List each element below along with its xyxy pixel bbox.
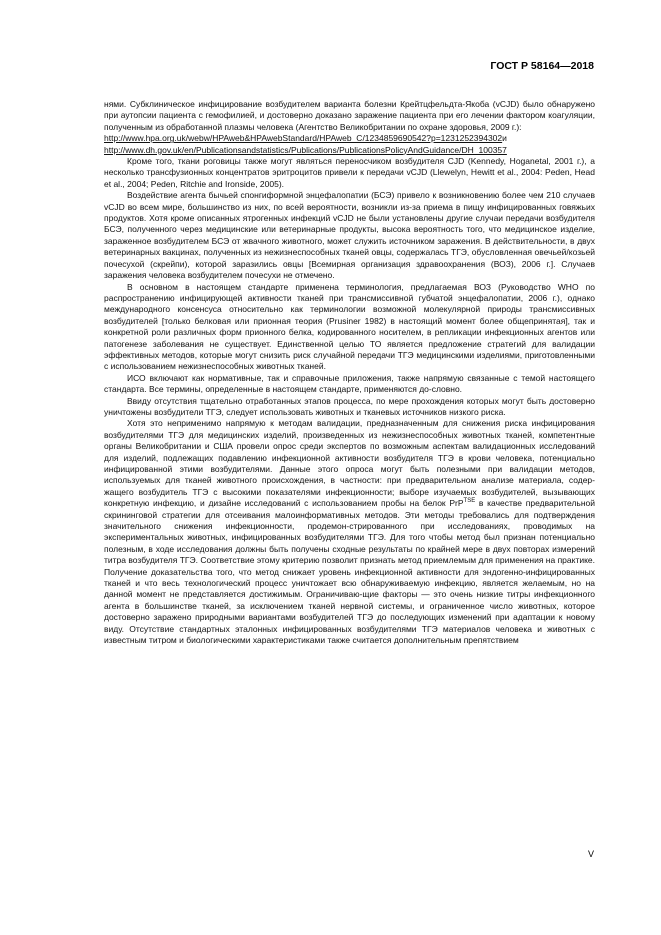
paragraph-4: В основном в настоящем стандарте применена терминология, предлагаемая ВОЗ (Руководство WHO по распространению инфицирующей активности тканей при трансмиссивной губчатой энцефалопатии, 2006 г.), однако международного консенсуса относительно как терминологии возможной молекулярной природы трансмиссивных возбудителей [только белковая или прионная теория (Prusiner 1982) в настоящий момент более общепринятая], так и конкретной роли различных форм прионного белка, кодированного носителем, в репликации инфекционных агентов или патогенезе заболевания не существует. Единственной целью ТО является предложение стратегий для валидации эффективных методов, которые могут снизить риск случайной передачи ТГЭ медицинскими изделиями, приготовленными с использованием нежизнеспособных животных тканей. [104,281,595,372]
document-body [104,99,595,647]
dh-link[interactable]: http://www.dh.gov.uk/en/Publicationsandstatistics/Publications/PublicationsPolicyAndGuidance/DH_100357 [104,144,507,155]
hpa-link-text: http://www.hpa.org.uk/webw/HPAweb&HPAwebStandard/HPAweb_C/1234859690542?p=1231252394302 [104,133,503,144]
paragraph-6: Ввиду отсутствия тщательно отработанных этапов процесса, по мере прохождения которых могут быть достоверно уничтожены возбудители ТГЭ, следует использовать животных и тканевых источников низкого риска. [104,395,595,417]
page-number: V [587,849,594,859]
hpa-link[interactable] [104,133,595,144]
paragraph-7 [104,418,595,646]
standard-designation: ГОСТ Р 58164—2018 [490,60,594,72]
paragraph-2: Кроме того, ткани роговицы также могут являться переносчиком возбудителя CJD (Kennedy, Hoganetal, 2001 г.), а несколько трансфузионных концентратов эритроцитов привели к передачи vCJD (Llewelyn, Hewitt et al., 2004: Peden, Head et al., 2004; Peden, Ritchie and Ironside, 2005). [104,156,595,189]
paragraph-1-text: нями. Субклиническое инфицирование возбудителем варианта болезни Крейтцфельдта-Якоба (vCJD) было обнаружено при аутопсии пациента с гемофилией, и достоверно доказано заражение пациента при его лечении фактором коагуляции, полученным из обработанной плазмы человека (Агентство Великобритании по охране здоровья, 2009 г.): [104,99,595,132]
paragraph-1 [104,99,595,133]
paragraph-3: Воздействие агента бычьей спонгиформной энцефалопатии (БСЭ) привело к возникновению более чем 210 случаев vCJD во всем мире, большинство из них, по всей вероятности, возникли из-за приема в пищу инфицированных говяжьих продуктов. Хотя кроме описанных ятрогенных инфекций vCJD не были установлены другие случаи передачи возбудителя БСЭ, полученного через медицинские или ветеринарные продукты, высока вероятность того, что медицинское изделие, зараженное возбудителем БСЭ от жвачного животного, может служить источником заражения. В действительности, в двух ветеринарных вакцинах, полученных из нежизнеспособных тканей овцы, содержалась ТГЭ, обусловленная овечьей/козьей почесухой (скрейпи), которой заразились овцы [Всемирная организация здравоохранения (ВОЗ), 2006 г.]. Случаев заражения человека возбудителем почесухи не отмечено. [104,190,595,281]
paragraph-5: ИСО включают как нормативные, так и справочные приложения, также напрямую связанные с темой настоящего стандарта. Все термины, определенные в настоящем стандарте, применяются до-словно. [104,372,595,395]
paragraph-7-text-a: Хотя это неприменимо напрямую к методам валидации, предназначенным для снижения риска инфицирования возбудителями ТГЭ для медицинских изделий, произведенных из нежизнеспособных животных тканей, компетентные органы Великобритании и США провели опрос среди экспертов по возможным аспектам валидационных исследований для изделий, подлежащих подавлению инфекционной активности возбудителя ТГЭ в крови человека, потенциально инфицированной этими возбудителями. Данные этого опроса могут быть полезными при валидации методов, используемых для тканей животного происхождения, в частности: при предварительном анализе материала, содер-жащего возбудитель ТГЭ с высокими показателями инфекционности; выборе изучаемых возбудителей, вызывающих конкретную инфекцию, и дизайне исследований с использованием пробы на белок PrP [104,418,595,509]
paragraph-7-text-b: в качестве предварительной скрининговой стратегии для отсеивания малоинформативных методов. Эти методы требовались для подтверждения значительного снижения инфекционности, продемон-стрированного при исследованиях, проводимых на экспериментальных животных, инфицированных возбудителями ТГЭ. Для того чтобы метод был признан потенциально полезным, в ходе исследования должны быть получены сходные результаты по крайней мере в двух повторах измерений титра возбудителя ТГЭ. Соответствие этому критерию позволит признать метод приемлемым для применения на практике. Получение доказательства того, что метод снижает уровень инфекционной активности для эндогенно-инфицированных тканей и что весь технологический процесс уничтожает всю обнаруживаемую инфекцию, является желаемым, но на данной момент не представляется достижимым. Ограничиваю-щие факторы — это очень низкие титры инфекционного агента в большинстве тканей, за исключением тканей нервной системы, и ограниченное число животных, которое достоверно заражено природными вариантами возбудителей ТГЭ до последующих изменений при адаптации к новому виду. Отсутствие стандартных эталонных инфицированных возбудителями ТГЭ материалов человека и животных с известным титром и биологическими характеристиками также считается дополнительным препятствием [104,498,595,646]
tse-superscript: TSE [463,498,476,505]
link-conjunction: и [502,133,507,144]
